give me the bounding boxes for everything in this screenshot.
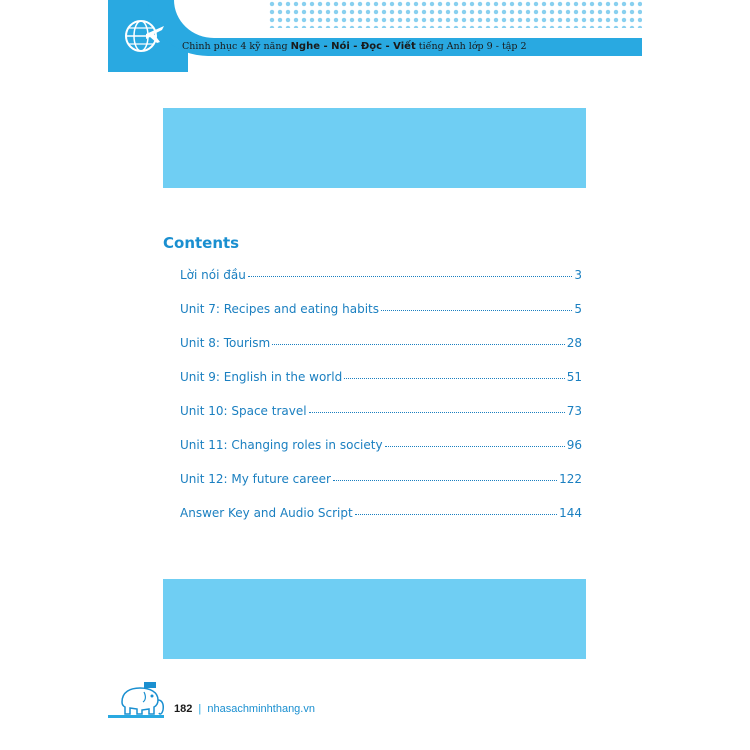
footer-line (108, 715, 164, 718)
toc-item-title: Lời nói đầu (180, 268, 246, 282)
toc-dot-leader (309, 411, 565, 413)
top-blue-box (163, 108, 586, 188)
footer-separator: | (198, 703, 202, 715)
toc-dot-leader (385, 445, 565, 447)
toc-item[interactable] (180, 302, 582, 336)
toc-item[interactable] (180, 336, 582, 370)
toc-dot-leader (355, 513, 557, 515)
header-title (182, 38, 527, 56)
header-title-prefix: Chinh phục 4 kỹ năng (182, 41, 288, 52)
toc-item-title: Answer Key and Audio Script (180, 506, 353, 520)
toc-item-title: Unit 9: English in the world (180, 370, 343, 384)
toc-item-page: 73 (566, 404, 582, 418)
globe-airplane-icon (120, 12, 166, 58)
toc-item-title: Unit 11: Changing roles in society (180, 438, 383, 452)
footer (174, 703, 315, 715)
toc-item-page: 144 (559, 506, 582, 520)
toc-dot-leader (272, 343, 565, 345)
header-title-bold: Nghe - Nói - Đọc - Viết (290, 41, 416, 52)
toc-dot-leader (333, 479, 557, 481)
toc-item[interactable] (180, 268, 582, 302)
toc-item-page: 5 (574, 302, 582, 316)
toc-item-page: 3 (574, 268, 582, 282)
header-dot-pattern (268, 0, 642, 28)
toc-item-title: Unit 10: Space travel (180, 404, 307, 418)
elephant-icon (114, 680, 168, 720)
contents-heading: Contents (163, 234, 240, 252)
toc-item[interactable] (180, 404, 582, 438)
toc-item-page: 96 (566, 438, 582, 452)
page-header (108, 0, 642, 72)
table-of-contents (180, 268, 582, 540)
footer-website: nhasachminhthang.vn (207, 703, 315, 715)
toc-item[interactable] (180, 370, 582, 404)
toc-item-title: Unit 8: Tourism (180, 336, 271, 350)
toc-item-title: Unit 12: My future career (180, 472, 331, 486)
header-title-suffix: tiếng Anh lớp 9 - tập 2 (418, 41, 527, 52)
toc-item[interactable] (180, 472, 582, 506)
toc-item-page: 122 (559, 472, 582, 486)
page-number: 182 (174, 703, 193, 715)
toc-dot-leader (344, 377, 565, 379)
toc-dot-leader (381, 309, 572, 311)
toc-item-page: 51 (566, 370, 582, 384)
toc-item[interactable] (180, 506, 582, 540)
toc-dot-leader (248, 275, 573, 277)
toc-item[interactable] (180, 438, 582, 472)
bottom-blue-box (163, 579, 586, 659)
toc-item-page: 28 (566, 336, 582, 350)
toc-item-title: Unit 7: Recipes and eating habits (180, 302, 379, 316)
